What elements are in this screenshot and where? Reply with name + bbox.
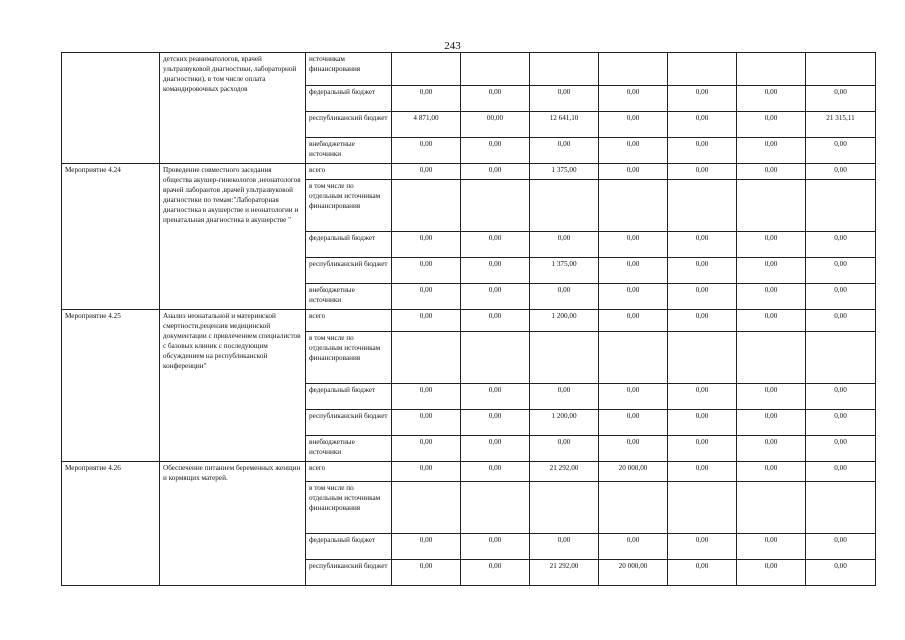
amount-cell: 0,00 — [599, 86, 668, 112]
amount-cell — [530, 180, 599, 232]
amount-cell: 0,00 — [461, 284, 530, 310]
funding-source: республиканский бюджет — [306, 112, 392, 138]
amount-cell: 0,00 — [461, 232, 530, 258]
amount-cell: 0,00 — [668, 436, 737, 462]
amount-cell: 0,00 — [599, 534, 668, 560]
amount-cell: 0,00 — [737, 462, 806, 482]
amount-cell: 0,00 — [461, 462, 530, 482]
amount-cell: 21 292,00 — [530, 560, 599, 586]
amount-cell: 0,00 — [530, 534, 599, 560]
amount-cell — [737, 180, 806, 232]
amount-cell: 4 871,00 — [392, 112, 461, 138]
funding-source: республиканский бюджет — [306, 258, 392, 284]
amount-cell: 0,00 — [737, 534, 806, 560]
measure-description: Анализ неонатальной и материнской смертности,рецензия медицинской документации с привлечением специалистов с базовых клиник с последующим обсуждением на республиканской конференции" — [160, 310, 306, 462]
amount-cell: 0,00 — [668, 232, 737, 258]
measure-description: Проведение совместного заседания общества акушер-гинекологов ,неонатологов врачей лаборантов ,врачей ультразвуковой диагностики по темам:"Лабораторная диагностика в акушерстве и неонатологии и пренатальная диагностика в акушерстве " — [160, 164, 306, 310]
amount-cell: 0,00 — [599, 112, 668, 138]
amount-cell — [461, 180, 530, 232]
amount-cell: 0,00 — [461, 164, 530, 180]
amount-cell: 0,00 — [599, 310, 668, 332]
amount-cell: 0,00 — [737, 138, 806, 164]
amount-cell — [461, 482, 530, 534]
amount-cell: 0,00 — [461, 436, 530, 462]
amount-cell: 0,00 — [806, 462, 876, 482]
funding-source: всего — [306, 462, 392, 482]
amount-cell: 0,00 — [392, 310, 461, 332]
amount-cell: 0,00 — [599, 284, 668, 310]
amount-cell: 0,00 — [461, 310, 530, 332]
amount-cell: 0,00 — [806, 436, 876, 462]
amount-cell — [806, 180, 876, 232]
amount-cell: 0,00 — [599, 384, 668, 410]
amount-cell: 0,00 — [599, 164, 668, 180]
measure-name: Мероприятие 4.24 — [62, 164, 160, 310]
amount-cell: 0,00 — [668, 310, 737, 332]
amount-cell: 0,00 — [668, 384, 737, 410]
amount-cell — [806, 482, 876, 534]
amount-cell — [737, 53, 806, 86]
amount-cell — [668, 332, 737, 384]
amount-cell: 0,00 — [806, 138, 876, 164]
page-number: 243 — [444, 40, 461, 52]
amount-cell: 0,00 — [737, 112, 806, 138]
amount-cell: 0,00 — [737, 410, 806, 436]
funding-source: республиканский бюджет — [306, 560, 392, 586]
funding-source: в том числе по отдельным источникам финансирования — [306, 332, 392, 384]
funding-source: внебюджетные источники — [306, 138, 392, 164]
funding-source: федеральный бюджет — [306, 232, 392, 258]
table-row — [62, 462, 876, 482]
amount-cell — [599, 53, 668, 86]
amount-cell — [392, 53, 461, 86]
amount-cell — [737, 482, 806, 534]
amount-cell: 0,00 — [668, 560, 737, 586]
amount-cell: 0,00 — [461, 258, 530, 284]
budget-table — [61, 52, 876, 586]
amount-cell: 0,00 — [806, 232, 876, 258]
amount-cell: 0,00 — [737, 86, 806, 112]
amount-cell: 0,00 — [668, 534, 737, 560]
amount-cell: 0,00 — [668, 284, 737, 310]
amount-cell: 00,00 — [461, 112, 530, 138]
funding-source: в том числе по отдельным источникам финансирования — [306, 180, 392, 232]
amount-cell: 0,00 — [530, 232, 599, 258]
amount-cell — [599, 482, 668, 534]
amount-cell — [392, 180, 461, 232]
funding-source: в том числе по отдельным источникам финансирования — [306, 482, 392, 534]
amount-cell: 20 000,00 — [599, 560, 668, 586]
amount-cell: 0,00 — [806, 284, 876, 310]
amount-cell: 0,00 — [806, 534, 876, 560]
amount-cell: 0,00 — [668, 86, 737, 112]
amount-cell: 0,00 — [530, 284, 599, 310]
amount-cell — [530, 482, 599, 534]
amount-cell: 0,00 — [392, 86, 461, 112]
amount-cell: 21 315,11 — [806, 112, 876, 138]
amount-cell: 0,00 — [668, 410, 737, 436]
amount-cell: 0,00 — [530, 436, 599, 462]
amount-cell: 0,00 — [737, 436, 806, 462]
amount-cell: 0,00 — [668, 258, 737, 284]
amount-cell: 0,00 — [392, 164, 461, 180]
amount-cell — [668, 180, 737, 232]
amount-cell: 0,00 — [737, 310, 806, 332]
table-row — [62, 53, 876, 86]
amount-cell — [599, 332, 668, 384]
amount-cell — [530, 332, 599, 384]
amount-cell: 0,00 — [599, 258, 668, 284]
amount-cell: 0,00 — [668, 164, 737, 180]
amount-cell — [461, 332, 530, 384]
amount-cell — [461, 53, 530, 86]
funding-source: республиканский бюджет — [306, 410, 392, 436]
amount-cell — [392, 482, 461, 534]
amount-cell: 0,00 — [392, 410, 461, 436]
amount-cell: 0,00 — [461, 138, 530, 164]
amount-cell — [737, 332, 806, 384]
amount-cell: 0,00 — [530, 86, 599, 112]
amount-cell: 1 200,00 — [530, 310, 599, 332]
amount-cell: 0,00 — [806, 410, 876, 436]
amount-cell: 0,00 — [737, 384, 806, 410]
amount-cell: 0,00 — [737, 258, 806, 284]
amount-cell — [668, 53, 737, 86]
amount-cell: 0,00 — [392, 560, 461, 586]
amount-cell: 0,00 — [599, 138, 668, 164]
amount-cell: 0,00 — [461, 410, 530, 436]
amount-cell: 0,00 — [668, 112, 737, 138]
measure-name: Мероприятие 4.26 — [62, 462, 160, 586]
amount-cell: 0,00 — [599, 410, 668, 436]
funding-source: источникам финансирования — [306, 53, 392, 86]
measure-description: детских реаниматологов, врачей ультразвуковой диагностики, лабораторной диагностики), в том числе оплата командировочных расходов — [160, 53, 306, 164]
table-row — [62, 310, 876, 332]
amount-cell — [806, 332, 876, 384]
amount-cell: 0,00 — [737, 232, 806, 258]
amount-cell: 0,00 — [599, 232, 668, 258]
measure-name — [62, 53, 160, 164]
amount-cell: 20 000,00 — [599, 462, 668, 482]
funding-source: федеральный бюджет — [306, 384, 392, 410]
amount-cell: 0,00 — [737, 164, 806, 180]
amount-cell: 0,00 — [599, 436, 668, 462]
amount-cell: 0,00 — [392, 534, 461, 560]
amount-cell — [599, 180, 668, 232]
funding-source: всего — [306, 310, 392, 332]
amount-cell: 0,00 — [806, 86, 876, 112]
amount-cell: 0,00 — [530, 138, 599, 164]
amount-cell: 0,00 — [392, 258, 461, 284]
amount-cell: 0,00 — [806, 164, 876, 180]
amount-cell — [392, 332, 461, 384]
amount-cell: 0,00 — [668, 138, 737, 164]
amount-cell: 1 375,00 — [530, 164, 599, 180]
amount-cell: 0,00 — [806, 258, 876, 284]
amount-cell: 0,00 — [392, 138, 461, 164]
amount-cell — [668, 482, 737, 534]
amount-cell: 0,00 — [392, 462, 461, 482]
amount-cell: 12 641,10 — [530, 112, 599, 138]
table-body — [62, 53, 876, 586]
measure-description: Обеспечение питанием беременных женщин и кормящих матерей. — [160, 462, 306, 586]
funding-source: внебюджетные источники — [306, 436, 392, 462]
amount-cell: 0,00 — [461, 86, 530, 112]
funding-source: федеральный бюджет — [306, 534, 392, 560]
amount-cell: 0,00 — [461, 534, 530, 560]
amount-cell: 21 292,00 — [530, 462, 599, 482]
amount-cell: 0,00 — [461, 384, 530, 410]
amount-cell: 0,00 — [806, 310, 876, 332]
amount-cell: 1 375,00 — [530, 258, 599, 284]
amount-cell: 0,00 — [737, 284, 806, 310]
amount-cell: 0,00 — [668, 462, 737, 482]
funding-source: внебюджетные источники — [306, 284, 392, 310]
amount-cell: 0,00 — [461, 560, 530, 586]
funding-source: всего — [306, 164, 392, 180]
funding-source: федеральный бюджет — [306, 86, 392, 112]
amount-cell — [806, 53, 876, 86]
amount-cell: 0,00 — [806, 560, 876, 586]
amount-cell: 0,00 — [392, 284, 461, 310]
amount-cell: 1 200,00 — [530, 410, 599, 436]
table-row — [62, 164, 876, 180]
amount-cell: 0,00 — [530, 384, 599, 410]
measure-name: Мероприятие 4.25 — [62, 310, 160, 462]
amount-cell — [530, 53, 599, 86]
amount-cell: 0,00 — [392, 232, 461, 258]
amount-cell: 0,00 — [392, 384, 461, 410]
amount-cell: 0,00 — [737, 560, 806, 586]
amount-cell: 0,00 — [392, 436, 461, 462]
amount-cell: 0,00 — [806, 384, 876, 410]
